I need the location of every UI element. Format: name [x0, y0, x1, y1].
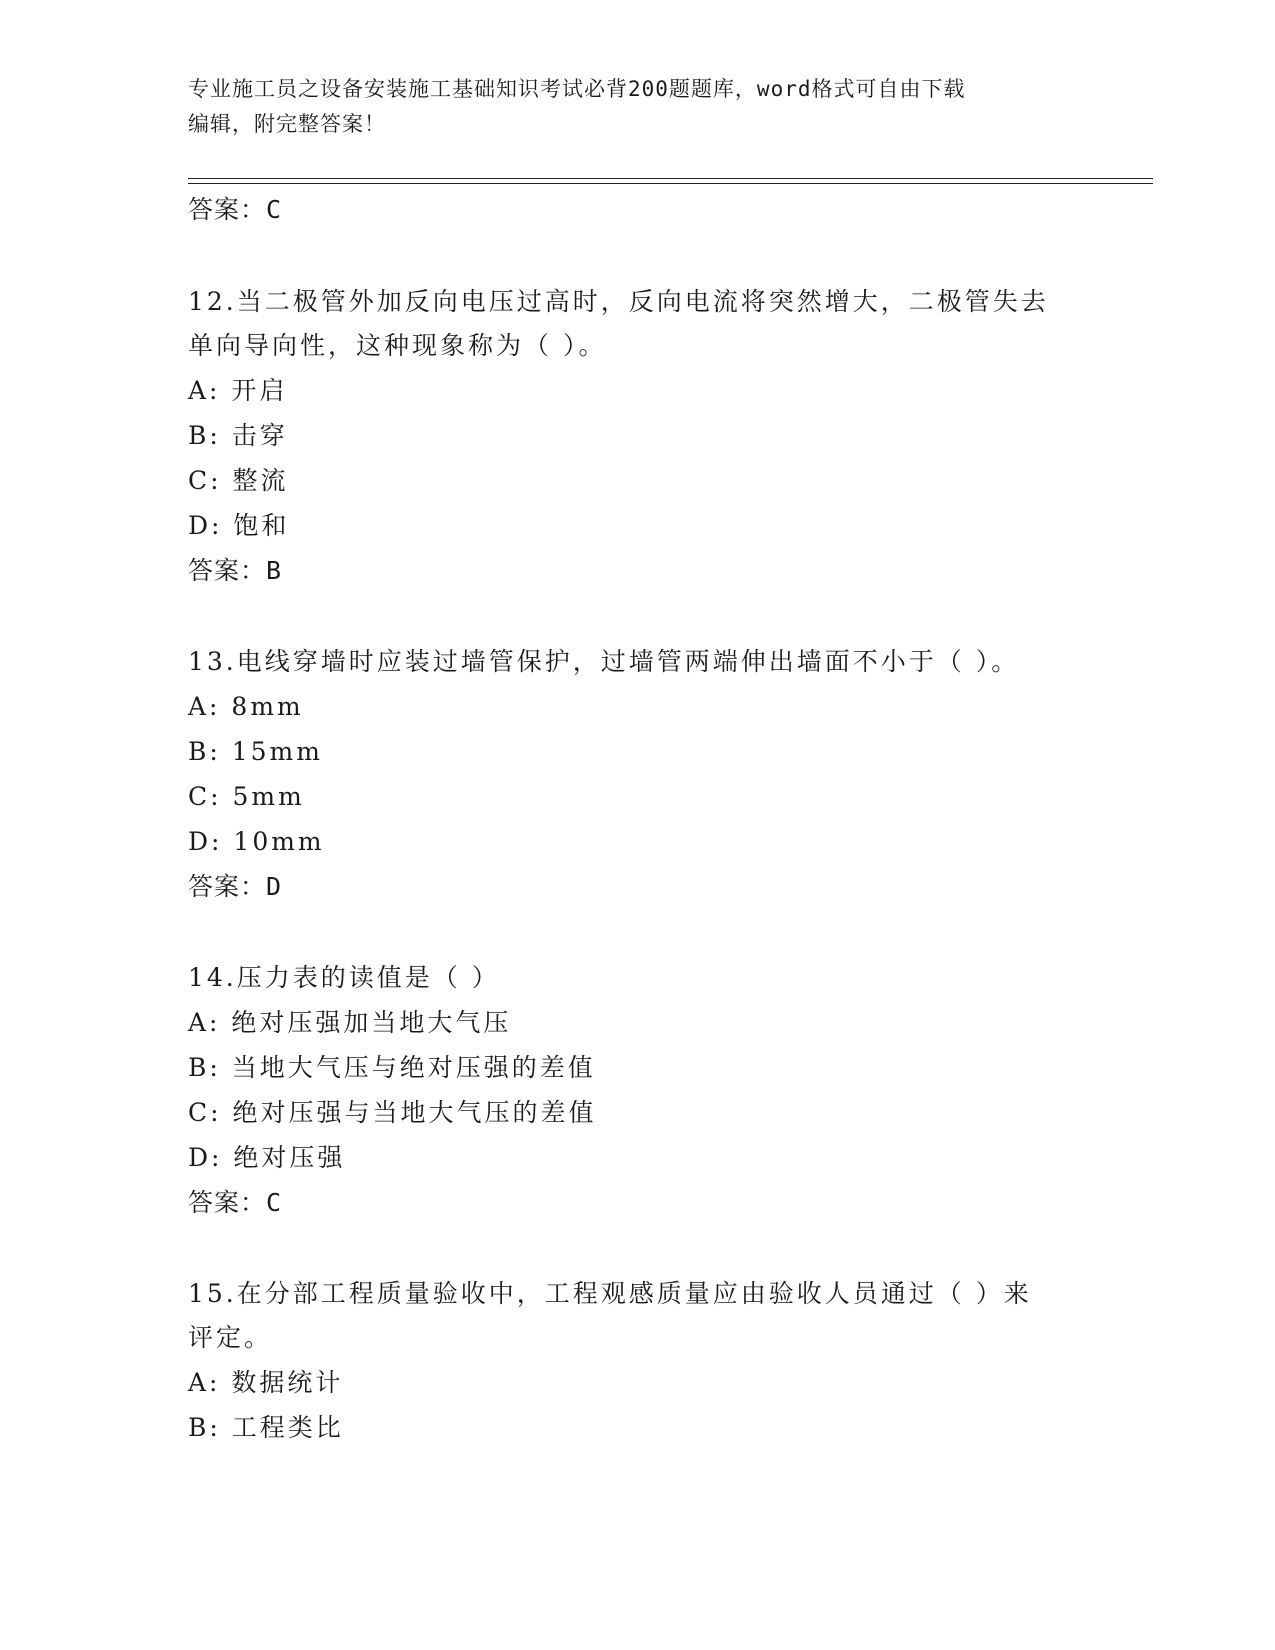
question-14-option-b: B: 当地大气压与绝对压强的差值 — [188, 1053, 596, 1082]
question-12-stem-line-2: 单向导向性，这种现象称为（ ）。 — [188, 331, 607, 360]
question-13-stem: 13.电线穿墙时应装过墙管保护，过墙管两端伸出墙面不小于（ ）。 — [188, 647, 1020, 676]
question-13-option-a: A: 8mm — [188, 692, 304, 721]
header-divider-top — [188, 178, 1153, 179]
question-12-answer: 答案：B — [188, 556, 283, 585]
question-14-option-a: A: 绝对压强加当地大气压 — [188, 1008, 512, 1037]
question-14-option-c: C: 绝对压强与当地大气压的差值 — [188, 1098, 597, 1127]
question-15-stem-line-2: 评定。 — [188, 1323, 273, 1352]
header-divider-bottom — [188, 183, 1153, 184]
question-12-option-c: C: 整流 — [188, 466, 289, 495]
question-15-stem-line-1: 15.在分部工程质量验收中，工程观感质量应由验收人员通过（ ）来 — [188, 1279, 1032, 1308]
question-12-option-b: B: 击穿 — [188, 421, 288, 450]
question-12-stem-line-1: 12.当二极管外加反向电压过高时，反向电流将突然增大，二极管失去 — [188, 287, 1049, 316]
question-14-option-d: D: 绝对压强 — [188, 1143, 346, 1172]
header-line-2: 编辑，附完整答案！ — [188, 112, 386, 136]
question-15-option-b: B: 工程类比 — [188, 1413, 344, 1442]
question-13-option-b: B: 15mm — [188, 737, 323, 766]
question-13-option-c: C: 5mm — [188, 782, 305, 811]
answer-11: 答案：C — [188, 195, 283, 224]
question-12-option-d: D: 饱和 — [188, 511, 290, 540]
question-13-option-d: D: 10mm — [188, 827, 325, 856]
question-14-answer: 答案：C — [188, 1188, 283, 1217]
question-13-answer: 答案：D — [188, 872, 283, 901]
question-15-option-a: A: 数据统计 — [188, 1368, 344, 1397]
question-12-option-a: A: 开启 — [188, 376, 288, 405]
header-line-1: 专业施工员之设备安装施工基础知识考试必背200题题库，word格式可自由下载 — [188, 77, 966, 101]
document-header — [188, 72, 1068, 142]
question-14-stem: 14.压力表的读值是（ ） — [188, 963, 500, 992]
